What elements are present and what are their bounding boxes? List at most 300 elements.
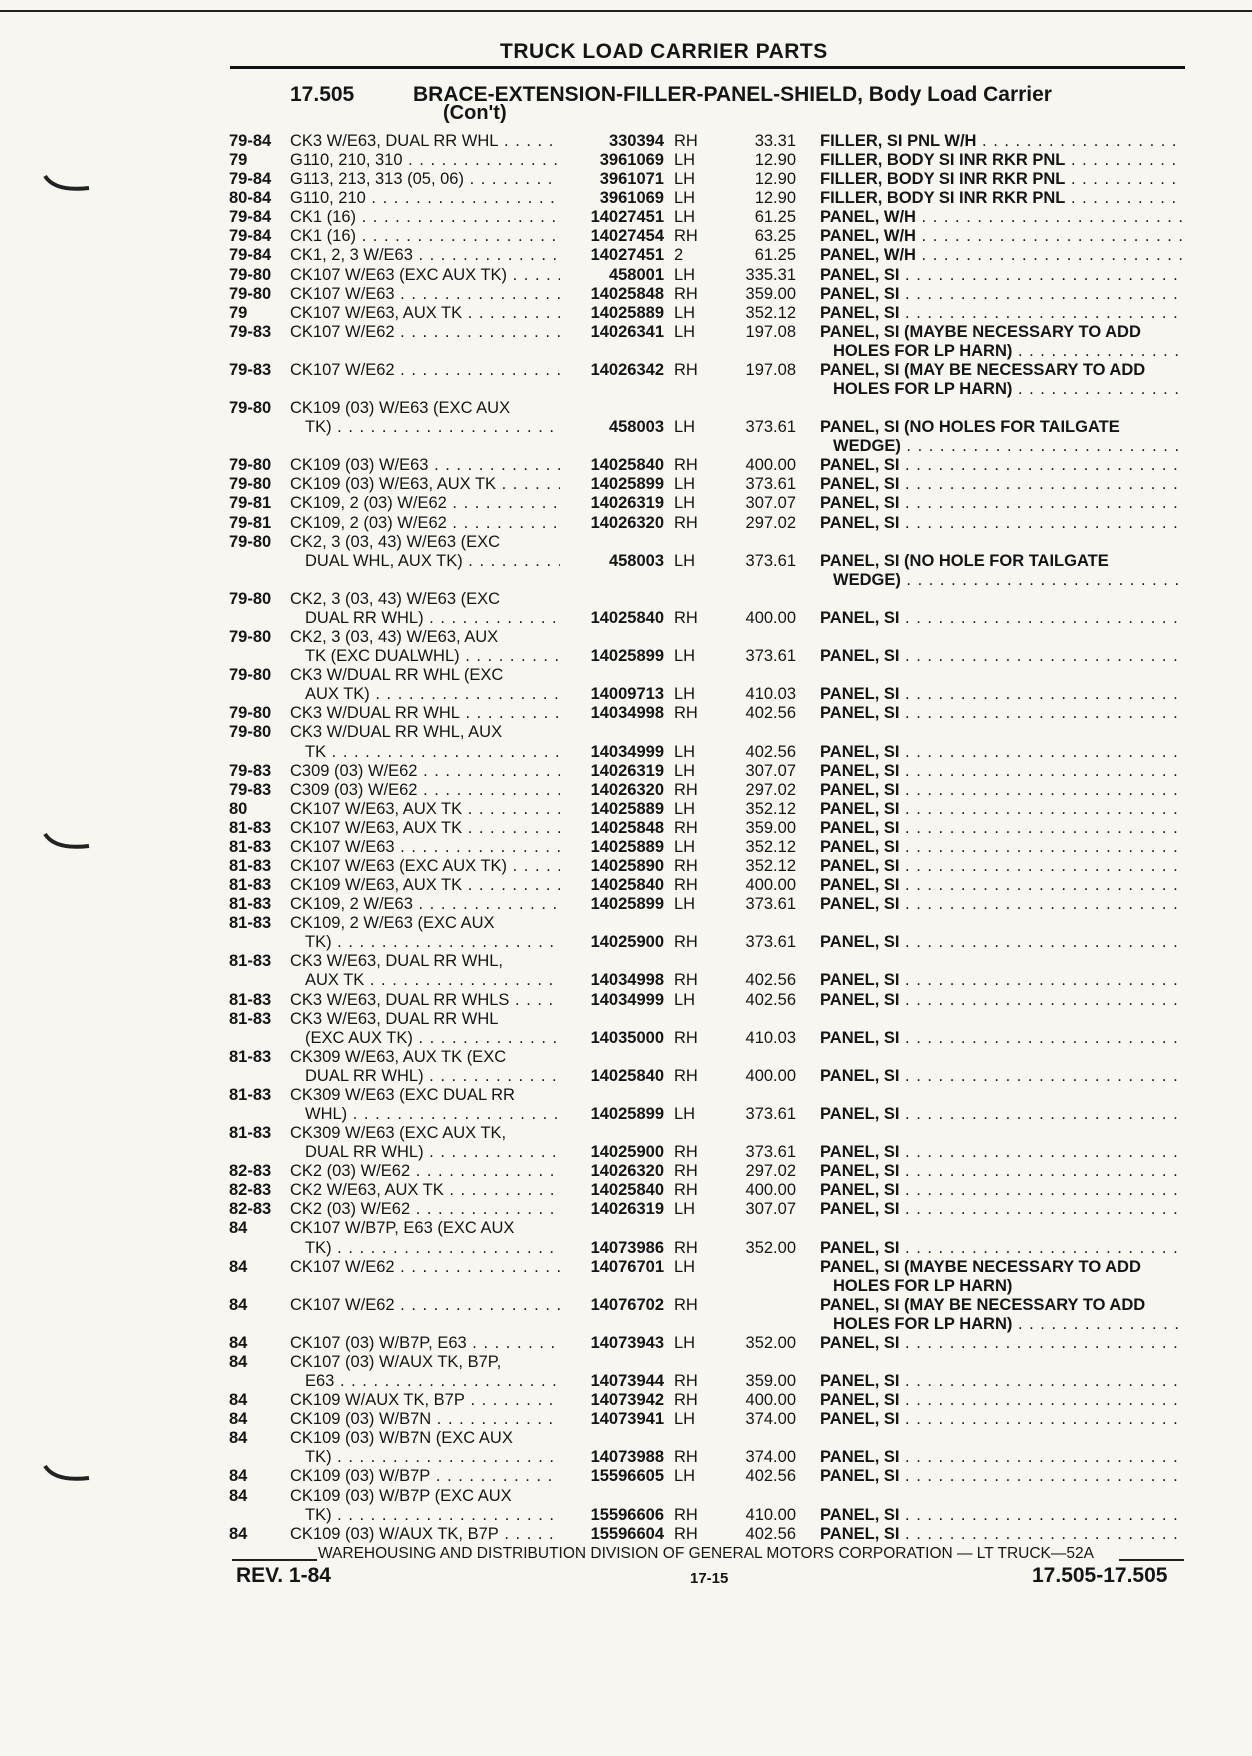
model-year: 84: [229, 1467, 248, 1486]
table-row: [0, 857, 1252, 876]
model-year: 79-83: [229, 780, 272, 799]
table-row: [0, 1029, 1252, 1048]
list-price: 61.25: [754, 246, 796, 265]
model-year: 79-80: [229, 723, 272, 742]
model-year: 79-80: [229, 704, 272, 723]
model-year: 79: [229, 303, 248, 322]
application-description: C309 (03) W/E62 . . .: [290, 762, 560, 781]
part-name: PANEL, SI . . .: [820, 456, 1182, 475]
application-description: CK109 (03) W/E63 (EXC AUX: [290, 399, 511, 418]
part-number: 15596605: [590, 1467, 664, 1486]
list-price: 352.00: [745, 1333, 796, 1352]
part-number: 14027451: [590, 208, 664, 227]
table-row: [0, 991, 1252, 1010]
application-description-continued: TK) . . .: [305, 1239, 560, 1258]
application-description-continued: TK) . . .: [305, 1506, 560, 1525]
table-row: [0, 914, 1252, 933]
model-year: 81-83: [229, 1085, 272, 1104]
table-row: [0, 1277, 1252, 1296]
part-number: 14073941: [590, 1410, 664, 1429]
model-year: 81-83: [229, 818, 272, 837]
part-name: PANEL, SI . . .: [820, 609, 1182, 628]
part-number: 14025840: [590, 876, 664, 895]
part-number: 14026342: [590, 360, 664, 379]
application-description: G110, 210 . . .: [290, 189, 560, 208]
table-row: [0, 800, 1252, 819]
application-description: CK309 W/E63, AUX TK (EXC: [290, 1047, 507, 1066]
model-year: 79-84: [229, 170, 272, 189]
part-name: PANEL, SI . . .: [820, 1029, 1182, 1048]
model-year: 84: [229, 1524, 248, 1543]
side-or-quantity: RH: [674, 456, 698, 475]
table-row: [0, 189, 1252, 208]
part-name: PANEL, SI . . .: [820, 1448, 1182, 1467]
application-description: CK107 W/E63, AUX TK . . .: [290, 819, 560, 838]
application-description: CK109 (03) W/E63 . . .: [290, 456, 560, 475]
table-row: [0, 838, 1252, 857]
side-or-quantity: LH: [674, 189, 696, 208]
application-description: CK107 W/E62 . . .: [290, 1296, 560, 1315]
part-name: PANEL, SI . . .: [820, 991, 1182, 1010]
side-or-quantity: LH: [674, 475, 696, 494]
side-or-quantity: LH: [674, 151, 696, 170]
part-name: PANEL, SI . . .: [820, 1239, 1182, 1258]
part-number: 14025840: [590, 608, 664, 627]
list-price: 297.02: [745, 513, 796, 532]
part-name: PANEL, W/H . . .: [820, 208, 1182, 227]
side-or-quantity: LH: [674, 418, 696, 437]
list-price: 307.07: [745, 494, 796, 513]
part-name: PANEL, SI . . .: [820, 1143, 1182, 1162]
part-name: PANEL, SI . . .: [820, 1467, 1182, 1486]
part-name: PANEL, SI . . .: [820, 838, 1182, 857]
side-or-quantity: LH: [674, 1257, 696, 1276]
model-year: 81-83: [229, 990, 272, 1009]
part-name: PANEL, SI (MAY BE NECESSARY TO ADD: [820, 360, 1146, 379]
model-year: 79-84: [229, 208, 272, 227]
application-description: CK109 W/E63, AUX TK . . .: [290, 876, 560, 895]
side-or-quantity: LH: [674, 799, 696, 818]
table-row: [0, 1448, 1252, 1467]
side-or-quantity: RH: [674, 360, 698, 379]
model-year: 79-80: [229, 628, 272, 647]
part-name: PANEL, SI . . .: [820, 933, 1182, 952]
part-number: 458003: [608, 551, 664, 570]
table-row: [0, 1467, 1252, 1486]
part-name: PANEL, SI . . .: [820, 647, 1182, 666]
part-name: PANEL, SI . . .: [820, 781, 1182, 800]
table-row: [0, 1200, 1252, 1219]
side-or-quantity: LH: [674, 1200, 696, 1219]
model-year: 84: [229, 1219, 248, 1238]
list-price: 374.00: [745, 1410, 796, 1429]
part-number: 14025848: [590, 818, 664, 837]
side-or-quantity: LH: [674, 1467, 696, 1486]
table-row: [0, 304, 1252, 323]
part-number: 14027451: [590, 246, 664, 265]
model-year: 79-81: [229, 494, 272, 513]
table-row: [0, 399, 1252, 418]
list-price: 402.56: [745, 704, 796, 723]
application-description: CK107 W/E63 . . .: [290, 838, 560, 857]
section-title: BRACE-EXTENSION-FILLER-PANEL-SHIELD, Body Load Carrier: [413, 83, 1052, 106]
table-row: [0, 1429, 1252, 1448]
list-price: 373.61: [745, 418, 796, 437]
application-description: CK1, 2, 3 W/E63 . . .: [290, 246, 560, 265]
model-year: 81-83: [229, 914, 272, 933]
list-price: 373.61: [745, 551, 796, 570]
application-description: CK3 W/E63, DUAL RR WHL: [290, 1009, 499, 1028]
page-number: 17-15: [690, 1570, 729, 1587]
application-description-continued: WHL) . . .: [305, 1105, 560, 1124]
table-row: [0, 1372, 1252, 1391]
part-number: 14025900: [590, 933, 664, 952]
table-row: [0, 723, 1252, 742]
part-number: 14025899: [590, 475, 664, 494]
model-year: 79-80: [229, 589, 272, 608]
revision-label: REV. 1-84: [236, 1564, 331, 1587]
application-description: CK109 (03) W/B7P . . .: [290, 1467, 560, 1486]
application-description: CK109 (03) W/B7N (EXC AUX: [290, 1429, 513, 1448]
part-number: 14026320: [590, 780, 664, 799]
model-year: 80-84: [229, 189, 272, 208]
model-year: 84: [229, 1257, 248, 1276]
model-year: 84: [229, 1353, 248, 1371]
table-row: [0, 1315, 1252, 1334]
side-or-quantity: LH: [674, 494, 696, 513]
table-row: [0, 1010, 1252, 1029]
application-description: G113, 213, 313 (05, 06) . . .: [290, 170, 560, 189]
table-row: [0, 170, 1252, 189]
model-year: 79-80: [229, 399, 272, 418]
list-price: 402.56: [745, 1524, 796, 1543]
side-or-quantity: LH: [674, 1410, 696, 1429]
application-description: CK109 (03) W/B7N . . .: [290, 1410, 560, 1429]
table-row: [0, 762, 1252, 781]
list-price: 12.90: [754, 170, 796, 189]
model-year: 81-83: [229, 856, 272, 875]
side-or-quantity: RH: [674, 1066, 698, 1085]
table-row: [0, 552, 1252, 571]
table-row: [0, 380, 1252, 399]
model-year: 79-80: [229, 284, 272, 303]
side-or-quantity: RH: [674, 876, 698, 895]
list-price: 359.00: [745, 284, 796, 303]
list-price: 402.56: [745, 971, 796, 990]
side-or-quantity: RH: [674, 1295, 698, 1314]
part-number: 14034999: [590, 990, 664, 1009]
part-name: PANEL, SI . . .: [820, 1105, 1182, 1124]
part-name: PANEL, SI . . .: [820, 1506, 1182, 1525]
part-name: PANEL, SI . . .: [820, 1372, 1182, 1391]
model-year: 81-83: [229, 1124, 272, 1143]
side-or-quantity: RH: [674, 608, 698, 627]
table-row: [0, 743, 1252, 762]
part-number: 14034999: [590, 742, 664, 761]
part-number: 14027454: [590, 227, 664, 246]
table-row: [0, 876, 1252, 895]
part-name-continued: HOLES FOR LP HARN) . . .: [833, 342, 1182, 361]
table-row: [0, 514, 1252, 533]
table-row: [0, 666, 1252, 685]
application-description: CK3 W/E63, DUAL RR WHLS . . .: [290, 991, 560, 1010]
part-number: 14026319: [590, 1200, 664, 1219]
list-price: 33.31: [754, 132, 796, 150]
part-name: PANEL, SI . . .: [820, 819, 1182, 838]
table-row: [0, 685, 1252, 704]
side-or-quantity: LH: [674, 303, 696, 322]
table-row: [0, 1105, 1252, 1124]
part-name: PANEL, SI . . .: [820, 1067, 1182, 1086]
side-or-quantity: RH: [674, 704, 698, 723]
application-description: CK2, 3 (03, 43) W/E63 (EXC: [290, 532, 500, 551]
application-description: CK107 W/E63, AUX TK . . .: [290, 304, 560, 323]
part-number: 14025900: [590, 1143, 664, 1162]
list-price: 61.25: [754, 208, 796, 227]
list-price: 400.00: [745, 876, 796, 895]
side-or-quantity: 2: [674, 246, 684, 265]
side-or-quantity: LH: [674, 990, 696, 1009]
list-price: 373.61: [745, 1104, 796, 1123]
application-description: CK107 W/E63 (EXC AUX TK) . . .: [290, 857, 560, 876]
list-price: 373.61: [745, 1143, 796, 1162]
part-name: PANEL, SI (NO HOLE FOR TAILGATE: [820, 551, 1109, 570]
table-row: [0, 361, 1252, 380]
application-description-continued: (EXC AUX TK) . . .: [305, 1029, 560, 1048]
side-or-quantity: LH: [674, 742, 696, 761]
part-name: PANEL, SI . . .: [820, 1525, 1182, 1544]
part-number: 3961069: [599, 151, 664, 170]
application-description: CK309 W/E63 (EXC AUX TK,: [290, 1124, 507, 1143]
list-price: 410.00: [745, 1505, 796, 1524]
part-name: PANEL, W/H . . .: [820, 246, 1182, 265]
table-row: [0, 533, 1252, 552]
side-or-quantity: LH: [674, 208, 696, 227]
part-name: PANEL, SI . . .: [820, 494, 1182, 513]
side-or-quantity: RH: [674, 1448, 698, 1467]
table-row: [0, 266, 1252, 285]
model-year: 79-80: [229, 475, 272, 494]
table-row: [0, 1162, 1252, 1181]
part-name: PANEL, SI (MAYBE NECESSARY TO ADD: [820, 322, 1141, 341]
part-number: 14035000: [590, 1028, 664, 1047]
side-or-quantity: RH: [674, 971, 698, 990]
header-rule: [230, 66, 1185, 69]
list-price: 297.02: [745, 1162, 796, 1181]
side-or-quantity: LH: [674, 322, 696, 341]
application-description-continued: TK (EXC DUALWHL) . . .: [305, 647, 560, 666]
part-number: 14034998: [590, 971, 664, 990]
list-price: 297.02: [745, 780, 796, 799]
model-year: 79-81: [229, 513, 272, 532]
section-continued: (Con't): [443, 102, 507, 124]
part-name: PANEL, SI . . .: [820, 514, 1182, 533]
table-row: [0, 208, 1252, 227]
application-description: CK109 W/AUX TK, B7P . . .: [290, 1391, 560, 1410]
application-description: CK107 W/E63, AUX TK . . .: [290, 800, 560, 819]
part-name: PANEL, SI . . .: [820, 762, 1182, 781]
model-year: 81-83: [229, 1009, 272, 1028]
list-price: 402.56: [745, 1467, 796, 1486]
part-number: 14025848: [590, 284, 664, 303]
part-number: 14025899: [590, 1104, 664, 1123]
table-row: [0, 342, 1252, 361]
page-title: TRUCK LOAD CARRIER PARTS: [500, 40, 828, 63]
side-or-quantity: LH: [674, 647, 696, 666]
side-or-quantity: RH: [674, 933, 698, 952]
application-description: G110, 210, 310 . . .: [290, 151, 560, 170]
part-name: PANEL, SI . . .: [820, 475, 1182, 494]
parts-table: [0, 132, 1252, 1544]
part-number: 14026320: [590, 513, 664, 532]
section-number: 17.505: [290, 83, 355, 106]
application-description: CK1 (16) . . .: [290, 208, 560, 227]
model-year: 79-84: [229, 246, 272, 265]
application-description: CK107 W/E63 (EXC AUX TK) . . .: [290, 266, 560, 285]
side-or-quantity: RH: [674, 1181, 698, 1200]
application-description-continued: TK) . . .: [305, 418, 560, 437]
table-row: [0, 952, 1252, 971]
side-or-quantity: RH: [674, 856, 698, 875]
part-name: PANEL, SI . . .: [820, 1200, 1182, 1219]
side-or-quantity: RH: [674, 1524, 698, 1543]
table-row: [0, 1181, 1252, 1200]
part-name: PANEL, SI . . .: [820, 704, 1182, 723]
part-name-continued: WEDGE) . . .: [833, 571, 1182, 590]
side-or-quantity: RH: [674, 513, 698, 532]
list-price: 359.00: [745, 1372, 796, 1391]
part-number: 14025899: [590, 647, 664, 666]
part-number: 14025889: [590, 303, 664, 322]
part-number: 14026319: [590, 494, 664, 513]
section-range: 17.505-17.505: [1032, 1564, 1168, 1587]
part-name: PANEL, SI (NO HOLES FOR TAILGATE: [820, 418, 1120, 437]
list-price: 373.61: [745, 933, 796, 952]
table-row: [0, 1239, 1252, 1258]
application-description: CK2 W/E63, AUX TK . . .: [290, 1181, 560, 1200]
table-row: [0, 571, 1252, 590]
list-price: 307.07: [745, 1200, 796, 1219]
side-or-quantity: LH: [674, 1104, 696, 1123]
part-number: 330394: [608, 132, 664, 150]
model-year: 84: [229, 1333, 248, 1352]
model-year: 84: [229, 1486, 248, 1505]
table-row: [0, 628, 1252, 647]
model-year: 79-80: [229, 532, 272, 551]
part-number: 14025840: [590, 1181, 664, 1200]
part-name: PANEL, SI . . .: [820, 304, 1182, 323]
table-row: [0, 1410, 1252, 1429]
part-number: 14025840: [590, 456, 664, 475]
part-number: 14026320: [590, 1162, 664, 1181]
model-year: 79-80: [229, 666, 272, 685]
table-row: [0, 1048, 1252, 1067]
application-description-continued: E63 . . .: [305, 1372, 560, 1391]
model-year: 79: [229, 151, 248, 170]
list-price: 197.08: [745, 360, 796, 379]
application-description: CK109, 2 W/E63 (EXC AUX: [290, 914, 495, 933]
application-description: CK2 (03) W/E62 . . .: [290, 1200, 560, 1219]
part-name-continued: HOLES FOR LP HARN) . . .: [833, 1315, 1182, 1334]
part-number: 14025899: [590, 895, 664, 914]
application-description: CK3 W/DUAL RR WHL, AUX: [290, 723, 503, 742]
side-or-quantity: LH: [674, 761, 696, 780]
table-row: [0, 1506, 1252, 1525]
table-row: [0, 1487, 1252, 1506]
part-number: 14073986: [590, 1238, 664, 1257]
application-description: CK109 (03) W/B7P (EXC AUX: [290, 1486, 512, 1505]
part-number: 3961071: [599, 170, 664, 189]
part-name: PANEL, SI . . .: [820, 266, 1182, 285]
table-row: [0, 494, 1252, 513]
list-price: 352.00: [745, 1238, 796, 1257]
list-price: 400.00: [745, 1066, 796, 1085]
list-price: 410.03: [745, 1028, 796, 1047]
part-name: FILLER, BODY SI INR RKR PNL . . .: [820, 170, 1182, 189]
side-or-quantity: RH: [674, 1372, 698, 1391]
list-price: 352.12: [745, 856, 796, 875]
list-price: 63.25: [754, 227, 796, 246]
application-description: CK2, 3 (03, 43) W/E63 (EXC: [290, 589, 500, 608]
side-or-quantity: RH: [674, 1505, 698, 1524]
table-row: [0, 456, 1252, 475]
part-name: PANEL, SI . . .: [820, 1181, 1182, 1200]
list-price: 373.61: [745, 895, 796, 914]
model-year: 84: [229, 1295, 248, 1314]
list-price: 352.12: [745, 799, 796, 818]
table-row: [0, 323, 1252, 342]
table-row: [0, 647, 1252, 666]
part-name: FILLER, BODY SI INR RKR PNL . . .: [820, 151, 1182, 170]
side-or-quantity: LH: [674, 837, 696, 856]
table-row: [0, 151, 1252, 170]
list-price: 335.31: [745, 265, 796, 284]
application-description: CK107 (03) W/AUX TK, B7P,: [290, 1353, 502, 1371]
part-name: FILLER, SI PNL W/H . . .: [820, 132, 1182, 151]
part-number: 458003: [608, 418, 664, 437]
model-year: 82-83: [229, 1181, 272, 1200]
list-price: 373.61: [745, 475, 796, 494]
table-row: [0, 132, 1252, 151]
footer-rule-left: [232, 1559, 317, 1561]
table-row: [0, 1086, 1252, 1105]
table-row: [0, 933, 1252, 952]
model-year: 79-80: [229, 456, 272, 475]
list-price: 410.03: [745, 685, 796, 704]
list-price: 12.90: [754, 189, 796, 208]
table-row: [0, 895, 1252, 914]
list-price: 400.00: [745, 456, 796, 475]
part-name-continued: WEDGE) . . .: [833, 437, 1182, 456]
table-row: [0, 1353, 1252, 1372]
model-year: 84: [229, 1391, 248, 1410]
part-number: 14076701: [590, 1257, 664, 1276]
part-number: 14073988: [590, 1448, 664, 1467]
application-description: CK109 (03) W/AUX TK, B7P . . .: [290, 1525, 560, 1544]
application-description-continued: DUAL RR WHL) . . .: [305, 1143, 560, 1162]
list-price: 197.08: [745, 322, 796, 341]
table-row: [0, 704, 1252, 723]
list-price: 352.12: [745, 303, 796, 322]
side-or-quantity: RH: [674, 1162, 698, 1181]
footer-rule-right: [1119, 1559, 1184, 1561]
part-name: PANEL, W/H . . .: [820, 227, 1182, 246]
application-description: CK107 W/B7P, E63 (EXC AUX: [290, 1219, 515, 1238]
table-row: [0, 1525, 1252, 1544]
table-row: [0, 1067, 1252, 1086]
table-row: [0, 971, 1252, 990]
table-row: [0, 1124, 1252, 1143]
